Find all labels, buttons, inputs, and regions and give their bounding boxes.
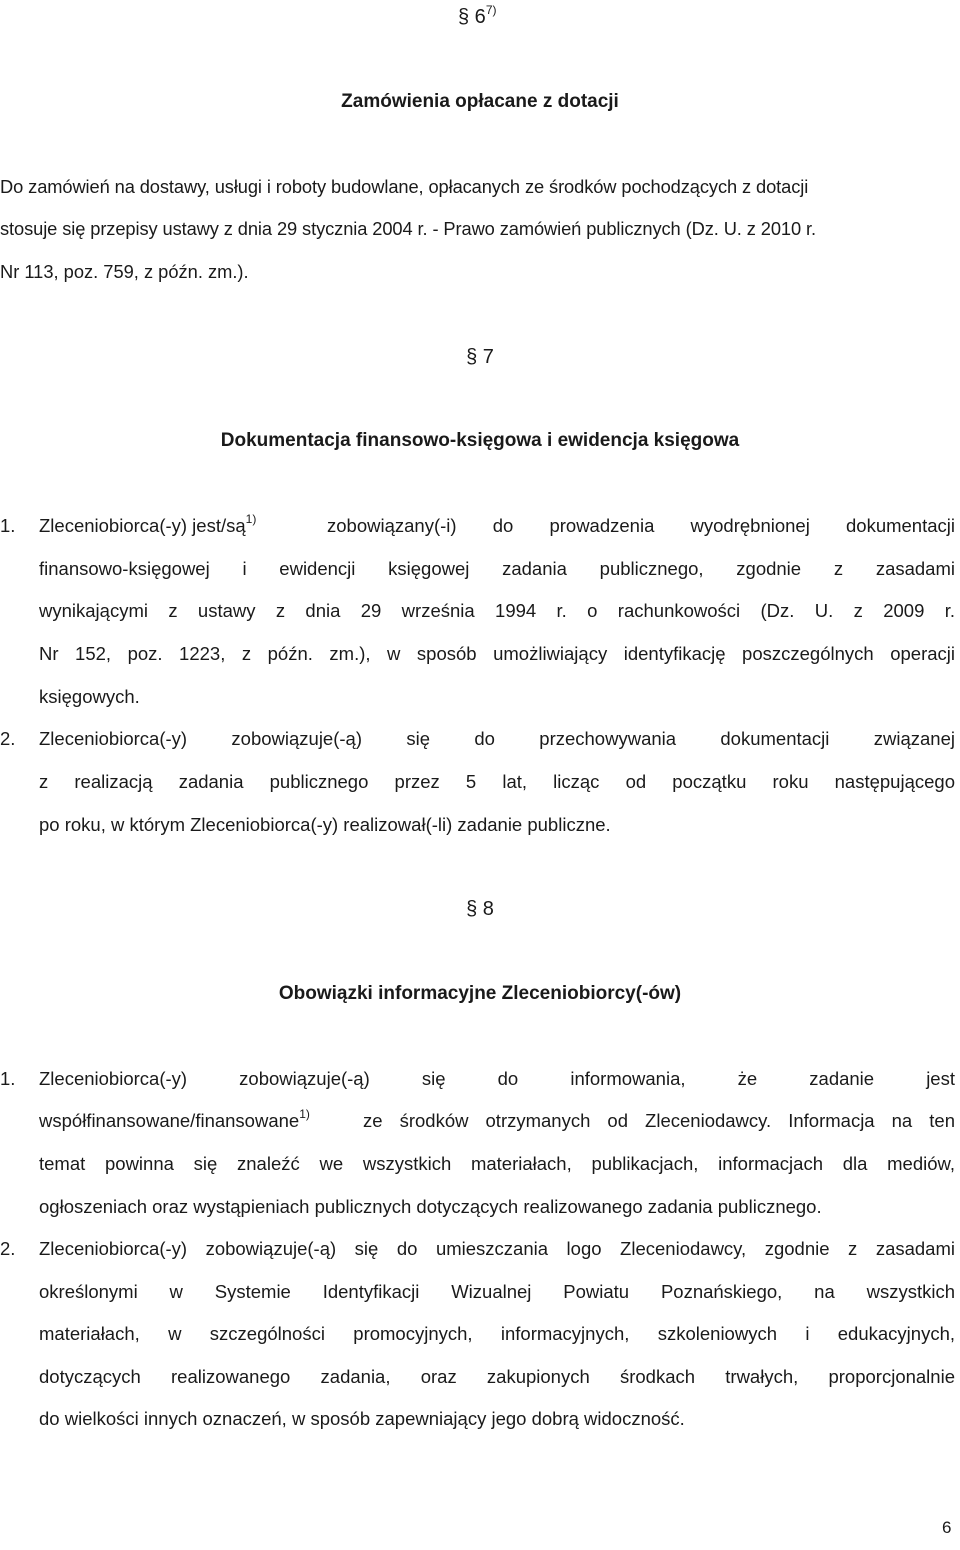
section-8-item-2-line-4 — [39, 1366, 955, 1388]
section-8-item-2-line-1 — [39, 1238, 955, 1260]
section-7-item-1-number: 1. — [0, 515, 16, 536]
line-text: Zleceniobiorca(-y) zobowiązuje(-ą) się do informowania, że zadanie jest — [39, 1068, 955, 1089]
section-7-item-2-number: 2. — [0, 728, 16, 749]
section-7-item-1-line-1-part-a — [39, 512, 257, 537]
section-6-mark-text: § 6 — [458, 6, 486, 28]
section-7-item-1-line-4 — [39, 643, 955, 665]
section-7-item-1-line-1 — [39, 512, 955, 537]
section-8-item-1-line-3 — [39, 1153, 955, 1175]
section-7-item-2-line-3: po roku, w którym Zleceniobiorca(-y) realizował(-li) zadanie publiczne. — [39, 814, 611, 835]
section-7-item-2-line-2 — [39, 771, 955, 793]
line-text: temat powinna się znaleźć we wszystkich materiałach, publikacjach, informacjach dla mediów, — [39, 1153, 955, 1174]
section-7-item-1-line-2 — [39, 558, 955, 580]
line-text: współfinansowane/finansowane — [39, 1110, 300, 1131]
section-8-item-2-line-2 — [39, 1281, 955, 1303]
section-7-item-1-line-1-part-b: zobowiązany(-i) do prowadzenia wyodrębnionej dokumentacji — [327, 515, 955, 536]
section-7-mark: § 7 — [466, 346, 494, 368]
line-text: materiałach, w szczególności promocyjnych, informacyjnych, szkoleniowych i edukacyjnych, — [39, 1323, 955, 1344]
section-8-item-1-number: 1. — [0, 1068, 16, 1089]
footnote-ref: 1) — [299, 1107, 310, 1121]
section-8-item-2-line-3 — [39, 1323, 955, 1345]
section-8-item-2-number: 2. — [0, 1238, 16, 1259]
section-6-line-2: stosuje się przepisy ustawy z dnia 29 stycznia 2004 r. - Prawo zamówień publicznych (Dz. U. z 2010 r. — [0, 218, 816, 239]
line-text: wynikającymi z ustawy z dnia 29 września 1994 r. o rachunkowości (Dz. U. z 2009 r. — [39, 600, 955, 621]
line-text: z realizacją zadania publicznego przez 5 lat, licząc od początku roku następującego — [39, 771, 955, 792]
section-8-item-1-line-4: ogłoszeniach oraz wystąpieniach publicznych dotyczących realizowanego zadania publicznego. — [39, 1196, 822, 1217]
section-7-item-1-text-a: Zleceniobiorca(-y) jest/są — [39, 515, 246, 536]
section-6-title: Zamówienia opłacane z dotacji — [341, 91, 619, 112]
section-7-item-2-line-1 — [39, 728, 955, 750]
section-8-item-1-line-2-part-b: ze środków otrzymanych od Zleceniodawcy. Informacja na ten — [363, 1110, 955, 1131]
section-8-item-2-line-5: do wielkości innych oznaczeń, w sposób zapewniający jego dobrą widoczność. — [39, 1408, 685, 1429]
section-7-item-1-line-3 — [39, 600, 955, 622]
line-text: określonymi w Systemie Identyfikacji Wizualnej Powiatu Poznańskiego, na wszystkich — [39, 1281, 955, 1302]
line-text: Nr 152, poz. 1223, z późn. zm.), w sposób umożliwiający identyfikację poszczególnych operacji — [39, 643, 955, 664]
section-7-item-1-line-5: księgowych. — [39, 686, 140, 707]
section-8-title: Obowiązki informacyjne Zleceniobiorcy(-ów) — [278, 983, 682, 1004]
line-text: dotyczących realizowanego zadania, oraz zakupionych środkach trwałych, proporcjonalnie — [39, 1366, 955, 1387]
line-text: Zleceniobiorca(-y) zobowiązuje(-ą) się do umieszczania logo Zleceniodawcy, zgodnie z zasadami — [39, 1238, 955, 1259]
section-7-title: Dokumentacja finansowo-księgowa i ewidencja księgowa — [220, 430, 740, 451]
section-8-item-1-line-2 — [39, 1107, 955, 1132]
section-8-mark: § 8 — [466, 898, 494, 920]
section-6-footnote-ref: 7) — [485, 3, 497, 17]
section-6-line-3: Nr 113, poz. 759, z późn. zm.). — [0, 261, 249, 282]
line-text: Zleceniobiorca(-y) zobowiązuje(-ą) się do przechowywania dokumentacji związanej — [39, 728, 955, 749]
footnote-ref: 1) — [245, 512, 257, 526]
section-8-item-1-line-2-part-a — [39, 1107, 310, 1132]
section-6-line-1: Do zamówień na dostawy, usługi i roboty budowlane, opłacanych ze środków pochodzących z dotacji — [0, 176, 809, 197]
line-text: finansowo-księgowej i ewidencji księgowej zadania publicznego, zgodnie z zasadami — [39, 558, 955, 579]
page-number: 6 — [942, 1518, 952, 1537]
section-8-item-1-line-1 — [39, 1068, 955, 1090]
section-6-mark — [458, 3, 497, 29]
